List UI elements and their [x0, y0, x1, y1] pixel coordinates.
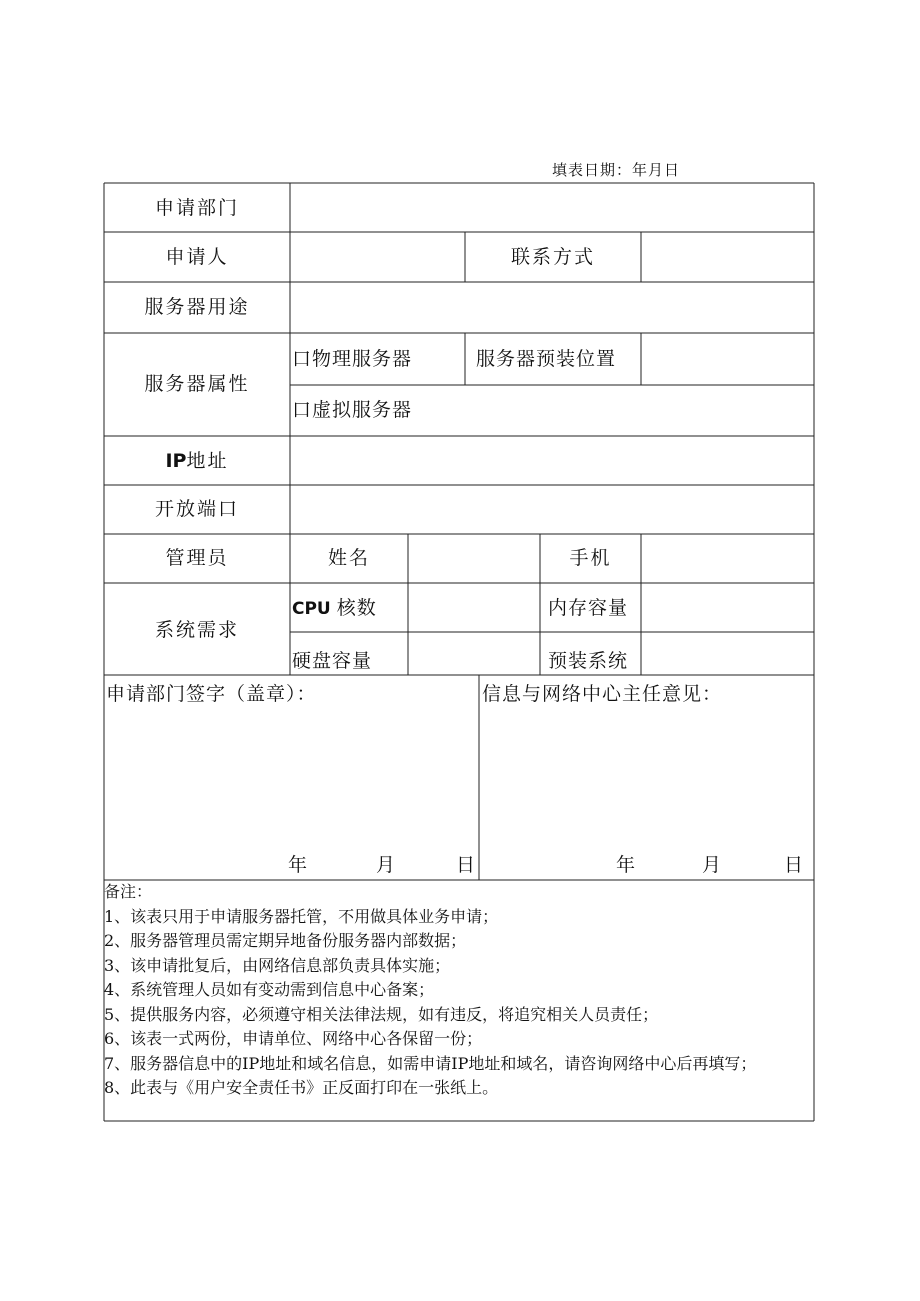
preinstall-location-field[interactable]: [642, 334, 813, 384]
sysreq-label: 系统需求: [154, 619, 239, 641]
dept-sign-year: 年: [288, 854, 310, 876]
admin-phone-label: 手机: [569, 547, 612, 569]
center-sign-month: 月: [702, 854, 724, 876]
note-item: 4、系统管理人员如有变动需到信息中心备案；: [104, 980, 435, 999]
note-item: 1、该表只用于申请服务器托管，不用做具体业务申请；: [104, 906, 499, 926]
ports-field[interactable]: [291, 486, 813, 533]
notes-title: 备注：: [104, 882, 153, 901]
disk-label: 硬盘容量: [292, 650, 373, 672]
center-sign-day: 日: [784, 854, 806, 876]
virtual-server-option[interactable]: 口虚拟服务器: [292, 399, 413, 421]
admin-name-label: 姓名: [327, 547, 370, 569]
os-field[interactable]: [642, 633, 813, 674]
ports-label: 开放端口: [154, 498, 239, 520]
attr-label: 服务器属性: [144, 373, 250, 395]
admin-name-field[interactable]: [409, 535, 539, 582]
dept-label: 申请部门: [154, 197, 239, 219]
disk-field[interactable]: [409, 633, 539, 674]
dept-sign-day: 日: [456, 854, 478, 876]
dept-field[interactable]: [291, 184, 813, 231]
cpu-cores-label: [292, 597, 377, 620]
note-item: 3、该申请批复后，由网络信息部负责具体实施；: [104, 955, 451, 975]
admin-phone-field[interactable]: [642, 535, 813, 582]
dept-sign-label: 申请部门签字（盖章）：: [106, 683, 317, 705]
ip-label: [104, 450, 290, 472]
physical-server-option[interactable]: 口物理服务器: [292, 348, 413, 370]
note-item: 7、服务器信息中的IP地址和域名信息，如需申请IP地址和域名，请咨询网络中心后再填写；: [104, 1053, 757, 1073]
center-sign-year: 年: [616, 854, 638, 876]
center-opinion-area[interactable]: [480, 710, 813, 845]
usage-field[interactable]: [291, 283, 813, 332]
cpu-label-prefix: CPU: [292, 599, 331, 619]
os-label: 预装系统: [548, 650, 629, 672]
note-item: 5、提供服务内容，必须遵守相关法律法规，如有违反，将追究相关人员责任；: [104, 1004, 659, 1024]
contact-label: 联系方式: [510, 246, 595, 268]
note-item: 2、服务器管理员需定期异地备份服务器内部数据；: [104, 931, 467, 950]
ip-label-prefix: IP: [165, 450, 187, 472]
preinstall-location-label: 服务器预装位置: [476, 348, 617, 370]
note-item: 8、此表与《用户安全责任书》正反面打印在一张纸上。: [104, 1078, 499, 1097]
dept-sign-area[interactable]: [105, 710, 478, 845]
cpu-cores-field[interactable]: [409, 584, 539, 631]
memory-field[interactable]: [642, 584, 813, 631]
notes-section: [104, 880, 814, 1122]
note-item: 6、该表一式两份，申请单位、网络中心各保留一份；: [104, 1029, 483, 1048]
ip-field[interactable]: [291, 437, 813, 484]
dept-sign-month: 月: [376, 854, 398, 876]
applicant-label: 申请人: [165, 246, 229, 268]
center-opinion-label: 信息与网络中心主任意见：: [482, 683, 723, 705]
usage-label: 服务器用途: [144, 296, 250, 318]
memory-label: 内存容量: [548, 597, 629, 619]
ip-label-suffix: 地址: [186, 450, 229, 472]
cpu-label-suffix: 核数: [336, 597, 377, 619]
fill-date: 填表日期：年月日: [552, 161, 681, 179]
applicant-field[interactable]: [291, 233, 464, 281]
contact-field[interactable]: [642, 233, 813, 281]
admin-label: 管理员: [165, 547, 229, 569]
